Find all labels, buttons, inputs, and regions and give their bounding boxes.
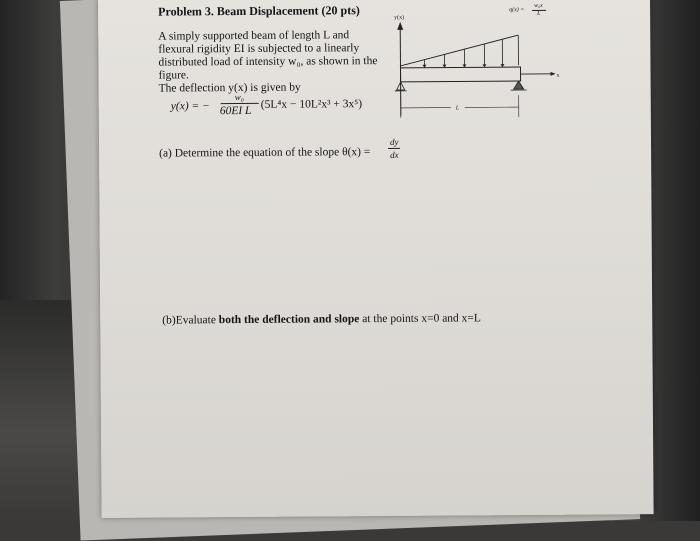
load-equation-numerator: w₀x: [534, 3, 543, 9]
part-a-fraction-bar: [388, 148, 400, 149]
part-b-label: (b): [162, 314, 176, 326]
description-line-3: distributed load of intensity w₀, as shown in the: [158, 55, 377, 70]
load-equation-denominator: L: [537, 11, 540, 17]
x-axis-label: x: [557, 73, 560, 79]
paper-page: [98, 0, 654, 518]
part-b-suffix: at the points x=0 and x=L: [362, 312, 481, 325]
description-line-4: figure.: [159, 69, 189, 82]
part-b-bold-text: both the deflection and slope: [219, 313, 360, 326]
equation-fraction-bar: [221, 103, 259, 104]
roller-support: [514, 81, 524, 89]
load-line: [400, 35, 518, 66]
part-a-text: (a) Determine the equation of the slope θ(x) =: [159, 146, 370, 160]
equation-denominator: 60EI L: [220, 105, 252, 118]
equation-numerator: w₀: [235, 92, 244, 102]
part-b: [162, 312, 481, 327]
y-axis-label: y(x): [394, 14, 404, 21]
load-equation-lhs: q(x) =: [509, 7, 524, 13]
y-axis-arrow: [397, 22, 403, 30]
problem-title: Problem 3. Beam Displacement (20 pts): [158, 4, 360, 18]
part-a-denominator: dx: [390, 150, 399, 160]
beam: [400, 67, 520, 82]
description-line-1: A simply supported beam of length L and: [158, 29, 349, 43]
equation-rhs: (5L⁴x − 10L²x³ + 3x⁵): [261, 98, 362, 112]
deflection-intro: The deflection y(x) is given by: [159, 82, 301, 96]
part-b-prefix: Evaluate: [176, 314, 216, 326]
beam-figure: [394, 5, 565, 128]
part-a-numerator: dy: [390, 137, 399, 147]
description-line-2: flexural rigidity EI is subjected to a linearly: [158, 42, 359, 56]
x-axis-arrow: [551, 72, 556, 76]
equation-lhs: y(x) = −: [171, 100, 210, 113]
length-label: L: [455, 105, 460, 111]
